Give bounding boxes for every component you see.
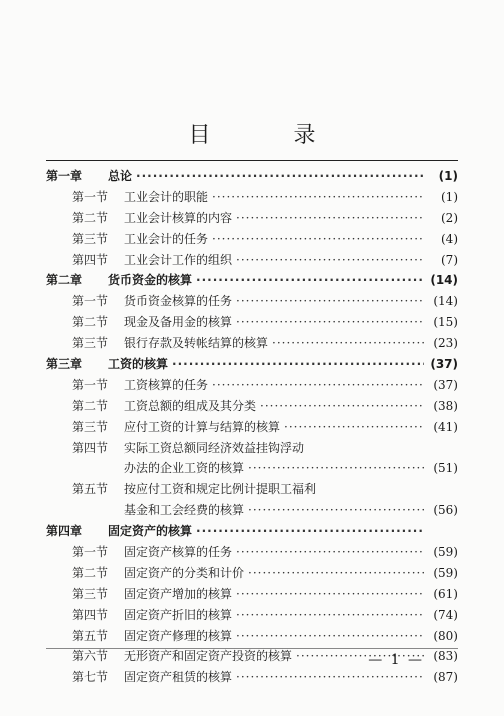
toc-page-number: (1) xyxy=(438,169,458,183)
bottom-rule xyxy=(46,648,458,649)
toc-leader-dots xyxy=(248,563,424,584)
toc-entry-title: 货币资金的核算 xyxy=(108,273,193,288)
page-title: 目 录 xyxy=(188,123,354,148)
toc-entry-number: 第五节 xyxy=(72,628,109,643)
toc-page-number: (7) xyxy=(441,252,458,267)
toc-entry-number: 第三章 xyxy=(46,357,83,372)
toc-page-number: (23) xyxy=(433,336,458,351)
toc-entry-number: 第三节 xyxy=(72,419,109,434)
toc-entry-title: 固定资产核算的任务 xyxy=(124,545,233,560)
toc-entry-number: 第二节 xyxy=(72,565,109,580)
toc-entry-title: 工资总额的组成及其分类 xyxy=(124,398,257,413)
toc-entry-number: 第二节 xyxy=(72,398,109,413)
toc-page-number: (59) xyxy=(433,545,458,560)
toc-entry-number: 第三节 xyxy=(72,336,109,351)
toc-entry-title: 现金及备用金的核算 xyxy=(124,315,233,330)
toc-leader-dots xyxy=(196,521,424,542)
toc-entry-title: 固定资产增加的核算 xyxy=(124,586,233,601)
toc-section-entry[interactable] xyxy=(46,208,458,229)
toc-entry-number: 第四章 xyxy=(46,524,83,539)
toc-leader-dots xyxy=(248,458,424,479)
toc-entry-title: 固定资产的核算 xyxy=(108,524,193,539)
toc-leader-dots xyxy=(236,667,424,688)
toc-entry-title: 基金和工会经费的核算 xyxy=(124,503,245,518)
toc-entry-title: 工业会计工作的组织 xyxy=(124,252,233,267)
toc-section-entry[interactable] xyxy=(46,605,458,626)
toc-section-entry[interactable] xyxy=(46,375,458,396)
toc-entry-title: 工资的核算 xyxy=(108,357,169,372)
toc-section-entry[interactable] xyxy=(46,563,458,584)
toc-leader-dots xyxy=(212,229,424,250)
toc-section-entry[interactable] xyxy=(46,291,458,312)
toc-entry-number: 第五节 xyxy=(72,482,109,497)
toc-entry-title: 办法的企业工资的核算 xyxy=(124,461,245,476)
toc-entry-number: 第一节 xyxy=(72,377,109,392)
toc-entry-title: 应付工资的计算与结算的核算 xyxy=(124,419,281,434)
toc-section-entry[interactable] xyxy=(46,417,458,438)
toc-leader-dots xyxy=(236,291,424,312)
toc-entry-title: 工业会计的任务 xyxy=(124,231,209,246)
toc-page-number: (87) xyxy=(433,670,458,685)
toc-page-number: (1) xyxy=(441,189,458,204)
toc-entry-title: 货币资金核算的任务 xyxy=(124,294,233,309)
toc-leader-dots xyxy=(212,375,424,396)
toc-section-entry[interactable] xyxy=(46,438,458,459)
toc-chapter-entry[interactable] xyxy=(46,354,458,375)
toc-page-number: (2) xyxy=(441,210,458,225)
toc-entry-number: 第四节 xyxy=(72,252,109,267)
page-number: — 1 — xyxy=(368,652,424,668)
toc-entry-title: 银行存款及转帐结算的核算 xyxy=(124,336,269,351)
toc-section-entry[interactable] xyxy=(46,250,458,271)
toc-page-number: (41) xyxy=(433,419,458,434)
toc-chapter-entry[interactable] xyxy=(46,521,458,542)
toc-page-number: (14) xyxy=(430,273,458,288)
toc-entry-number: 第四节 xyxy=(72,607,109,622)
toc-entry-number: 第六节 xyxy=(72,649,109,664)
toc-chapter-entry[interactable] xyxy=(46,166,458,187)
toc-entry-title: 固定资产修理的核算 xyxy=(124,628,233,643)
toc-leader-dots xyxy=(284,417,424,438)
toc-leader-dots xyxy=(236,584,424,605)
toc-leader-dots xyxy=(236,626,424,647)
toc-section-entry[interactable] xyxy=(46,667,458,688)
toc-leader-dots xyxy=(236,250,424,271)
toc-entry-number: 第一章 xyxy=(46,169,83,183)
toc-leader-dots xyxy=(272,333,424,354)
toc-entry-title: 工业会计的职能 xyxy=(124,189,209,204)
toc-section-entry[interactable] xyxy=(46,479,458,500)
toc-page-number: (56) xyxy=(433,503,458,518)
toc-leader-dots xyxy=(136,166,424,187)
toc-entry-number: 第一节 xyxy=(72,189,109,204)
toc-entry-number: 第二节 xyxy=(72,315,109,330)
toc-page-number: (61) xyxy=(433,586,458,601)
toc-entry-title: 按应付工资和规定比例计提职工福利 xyxy=(124,482,317,497)
toc-entry-number: 第三节 xyxy=(72,586,109,601)
toc-leader-dots xyxy=(236,605,424,626)
toc-entry-number: 第二章 xyxy=(46,273,83,288)
toc-entry-title: 固定资产租赁的核算 xyxy=(124,670,233,685)
table-of-contents xyxy=(46,166,458,688)
toc-leader-dots xyxy=(196,270,424,291)
toc-entry-title: 无形资产和固定资产投资的核算 xyxy=(124,649,293,664)
toc-page-number: (74) xyxy=(433,607,458,622)
toc-leader-dots xyxy=(172,354,424,375)
toc-entry-title: 固定资产的分类和计价 xyxy=(124,565,245,580)
toc-entry-title: 工业会计核算的内容 xyxy=(124,210,233,225)
toc-section-entry[interactable] xyxy=(46,458,458,479)
toc-page-number: (37) xyxy=(430,357,458,372)
toc-section-entry[interactable] xyxy=(46,584,458,605)
toc-leader-dots xyxy=(236,542,424,563)
toc-entry-title: 实际工资总额同经济效益挂钩浮动 xyxy=(124,440,305,455)
toc-section-entry[interactable] xyxy=(46,333,458,354)
toc-leader-dots xyxy=(236,312,424,333)
toc-entry-number: 第二节 xyxy=(72,210,109,225)
toc-page-number: (80) xyxy=(433,628,458,643)
toc-entry-number: 第七节 xyxy=(72,670,109,685)
toc-section-entry[interactable] xyxy=(46,626,458,647)
toc-page-number: (38) xyxy=(433,398,458,413)
toc-page-number: (37) xyxy=(433,377,458,392)
toc-entry-title: 总论 xyxy=(108,169,133,183)
toc-entry-title: 工资核算的任务 xyxy=(124,377,209,392)
toc-page-number: (51) xyxy=(433,461,458,476)
toc-section-entry[interactable] xyxy=(46,312,458,333)
toc-section-entry[interactable] xyxy=(46,187,458,208)
toc-entry-number: 第三节 xyxy=(72,231,109,246)
toc-page-number: (4) xyxy=(441,231,458,246)
toc-leader-dots xyxy=(248,500,424,521)
toc-page-number: (15) xyxy=(433,315,458,330)
toc-page-number: (59) xyxy=(433,565,458,580)
toc-leader-dots xyxy=(212,187,424,208)
toc-page-number: (83) xyxy=(433,649,458,664)
toc-section-entry[interactable] xyxy=(46,396,458,417)
toc-section-entry[interactable] xyxy=(46,500,458,521)
top-rule xyxy=(46,160,458,161)
toc-chapter-entry[interactable] xyxy=(46,270,458,291)
toc-entry-number: 第一节 xyxy=(72,294,109,309)
toc-leader-dots xyxy=(260,396,424,417)
toc-section-entry[interactable] xyxy=(46,542,458,563)
toc-page-number: (14) xyxy=(433,294,458,309)
toc-section-entry[interactable] xyxy=(46,229,458,250)
toc-entry-title: 固定资产折旧的核算 xyxy=(124,607,233,622)
toc-leader-dots xyxy=(236,208,424,229)
toc-entry-number: 第一节 xyxy=(72,545,109,560)
toc-entry-number: 第四节 xyxy=(72,440,109,455)
